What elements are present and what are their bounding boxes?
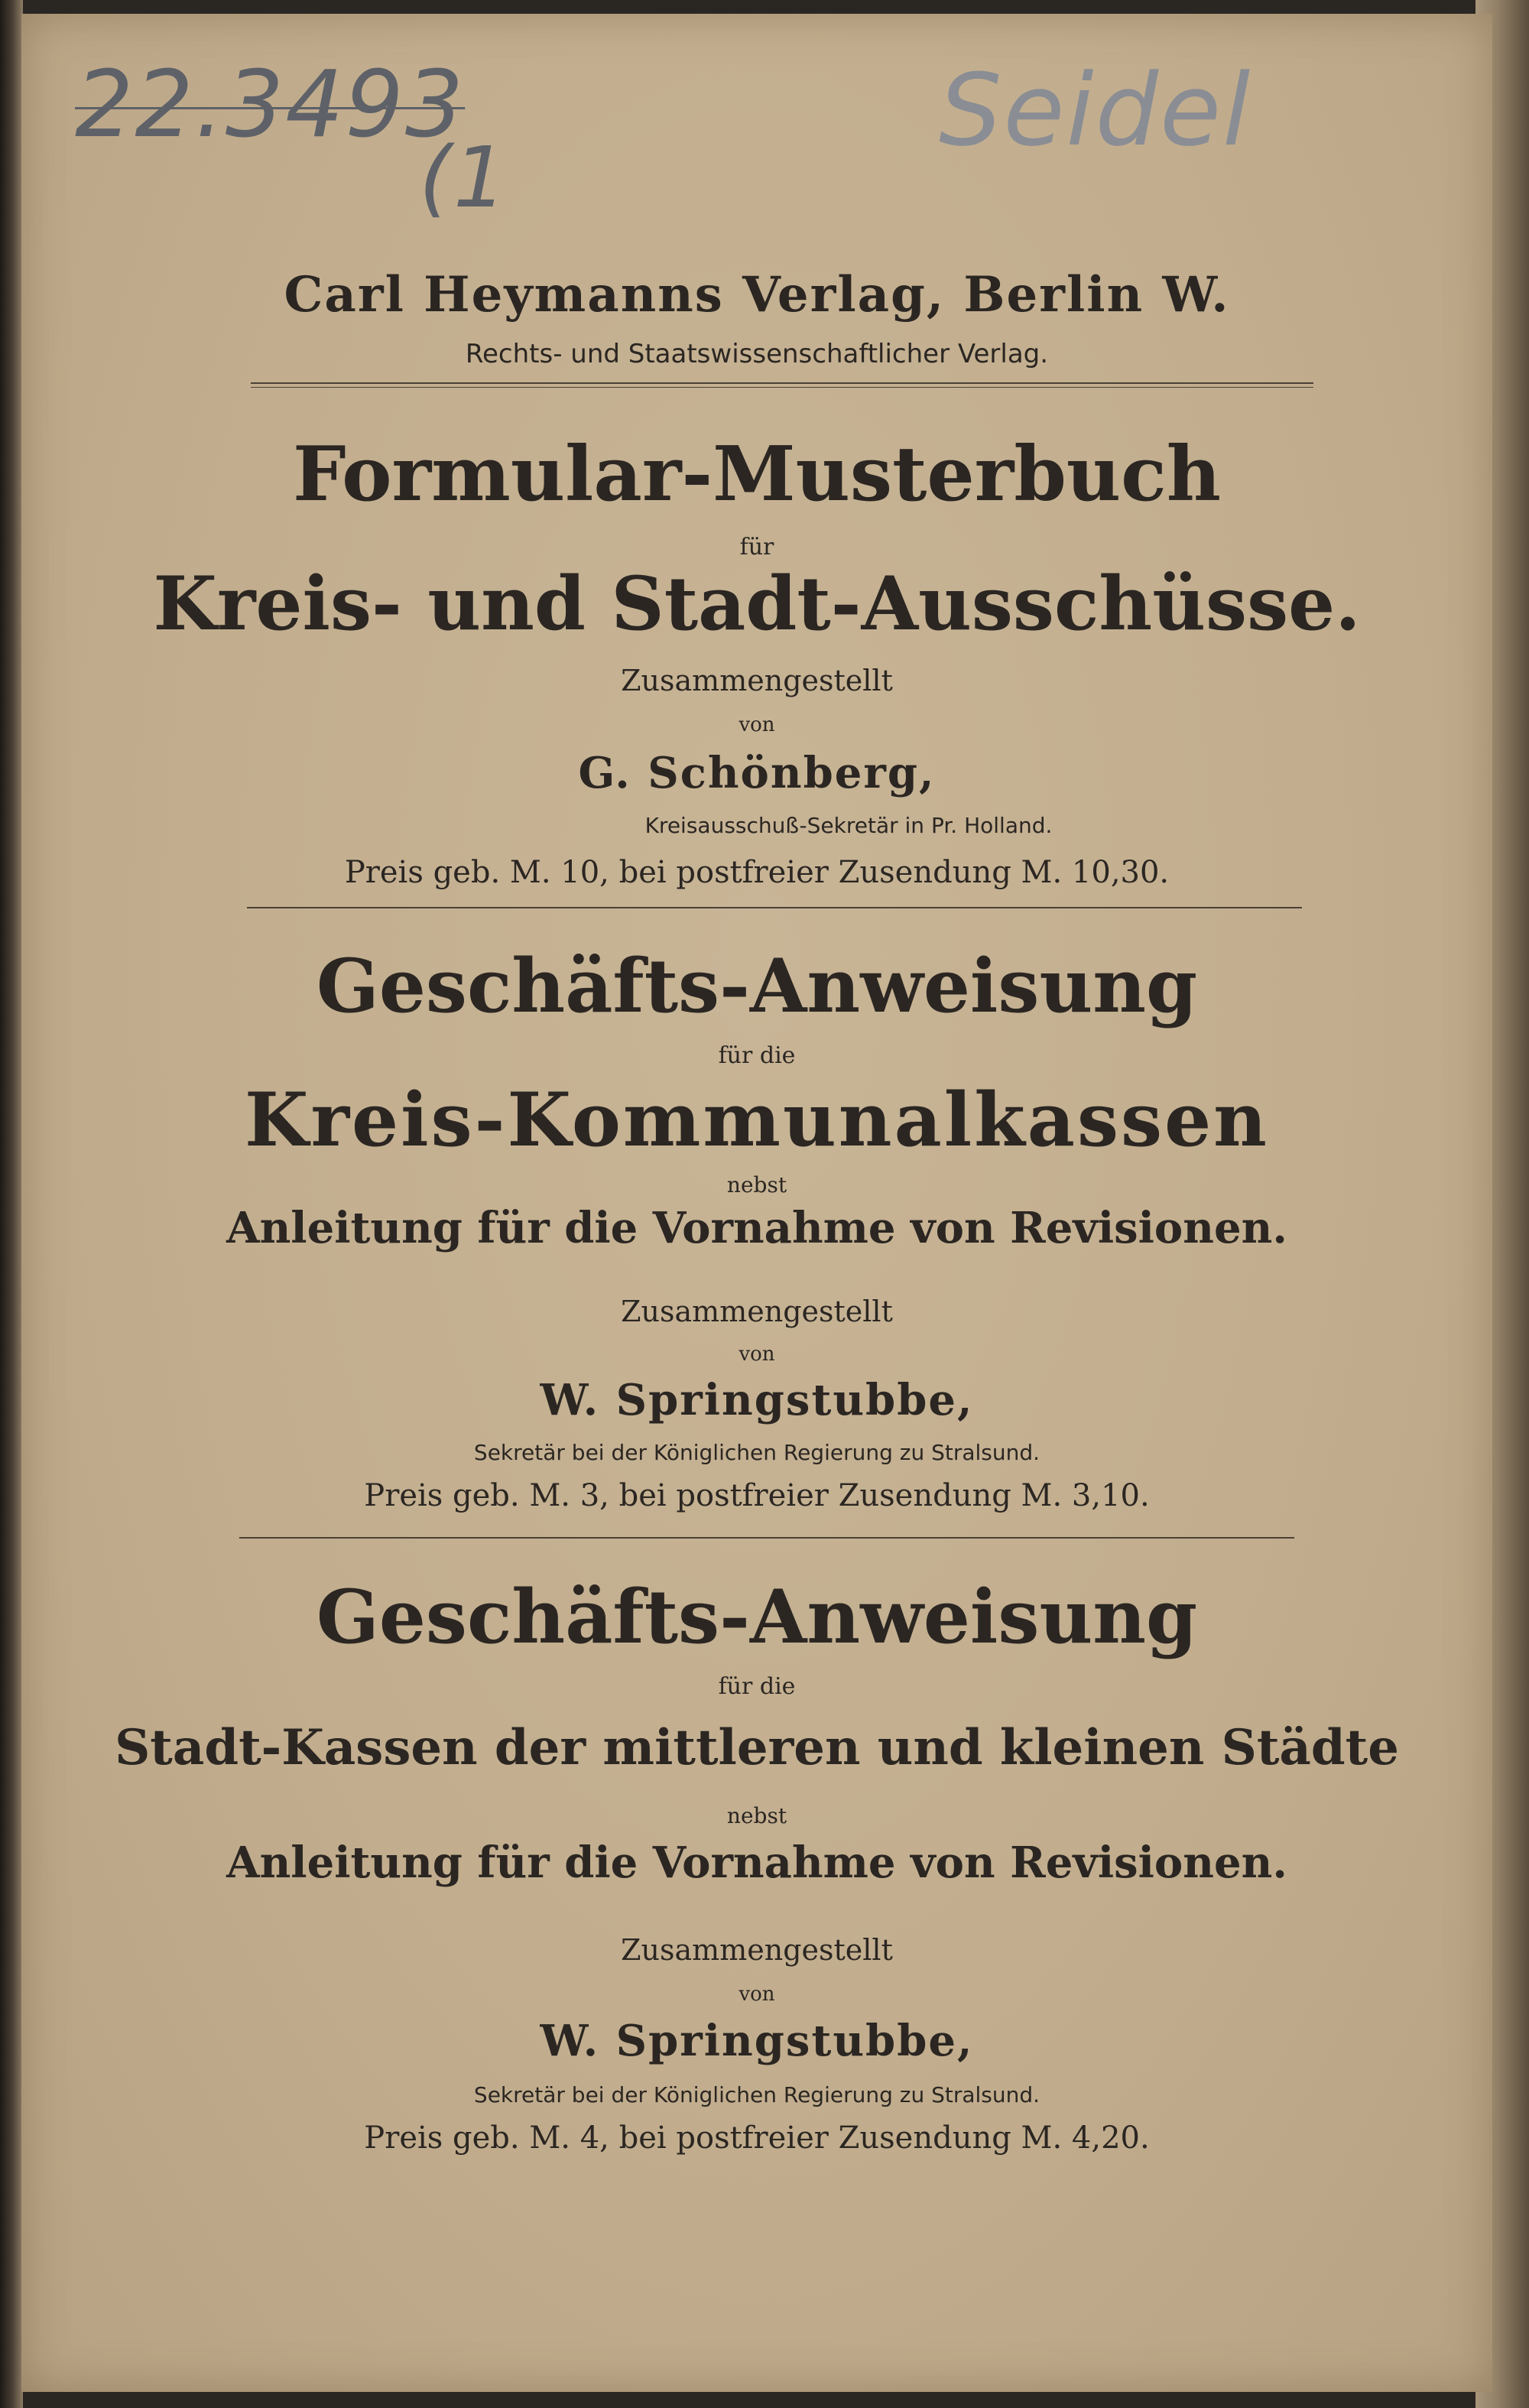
- book-author-role: Sekretär bei der Königlichen Regierung zu Stralsund.: [473, 1440, 1040, 1465]
- book-price: Preis geb. M. 3, bei postfreier Zusendung M. 3,10.: [364, 1478, 1150, 1513]
- book-author: G. Schönberg,: [578, 748, 936, 798]
- book-subtitle-line3: Anleitung für die Vornahme von Revisionen.: [226, 1203, 1287, 1253]
- section-divider: [247, 907, 1302, 908]
- header-divider: [251, 382, 1313, 384]
- book-connector: für: [739, 534, 774, 561]
- book-title: Geschäfts-Anweisung: [316, 943, 1198, 1029]
- book-subtitle: Kreis-Kommunalkassen: [245, 1077, 1269, 1163]
- call-number-handwritten: 22.3493: [75, 52, 466, 158]
- book-title: Formular-Musterbuch: [292, 431, 1222, 518]
- book-nebst: nebst: [726, 1172, 787, 1198]
- book-author: W. Springstubbe,: [540, 1375, 974, 1425]
- book-spine-left: [0, 0, 23, 2408]
- owner-name-handwritten: Seidel: [939, 52, 1252, 168]
- book-von: von: [739, 1343, 775, 1366]
- book-subtitle: Stadt-Kassen der mittleren und kleinen Städte: [115, 1719, 1399, 1776]
- book-price: Preis geb. M. 4, bei postfreier Zusendung M. 4,20.: [364, 2120, 1150, 2156]
- book-subtitle-line3: Anleitung für die Vornahme von Revisionen.: [226, 1838, 1287, 1888]
- volume-mark-handwritten: (1: [419, 128, 508, 226]
- book-title: Geschäfts-Anweisung: [316, 1574, 1198, 1660]
- book-connector: für die: [718, 1673, 796, 1700]
- publisher-name: Carl Heymanns Verlag, Berlin W.: [284, 266, 1230, 323]
- section-divider: [239, 1537, 1294, 1539]
- book-author: W. Springstubbe,: [540, 2016, 974, 2066]
- book-von: von: [739, 1983, 775, 2006]
- book-compiled: Zusammengestellt: [621, 1295, 893, 1328]
- publisher-subtitle: Rechts- und Staatswissenschaftlicher Verlag.: [465, 339, 1049, 369]
- book-connector: für die: [718, 1042, 796, 1069]
- book-author-role: Sekretär bei der Königlichen Regierung zu Stralsund.: [473, 2082, 1040, 2107]
- book-author-role: Kreisausschuß-Sekretär in Pr. Holland.: [644, 813, 1053, 838]
- advertisement-page: [21, 14, 1492, 2392]
- book-price: Preis geb. M. 10, bei postfreier Zusendung M. 10,30.: [344, 855, 1170, 890]
- book-von: von: [739, 713, 775, 736]
- book-subtitle: Kreis- und Stadt-Ausschüsse.: [153, 561, 1361, 647]
- book-compiled: Zusammengestellt: [621, 1933, 893, 1967]
- book-nebst: nebst: [726, 1803, 787, 1828]
- book-compiled: Zusammengestellt: [621, 664, 893, 697]
